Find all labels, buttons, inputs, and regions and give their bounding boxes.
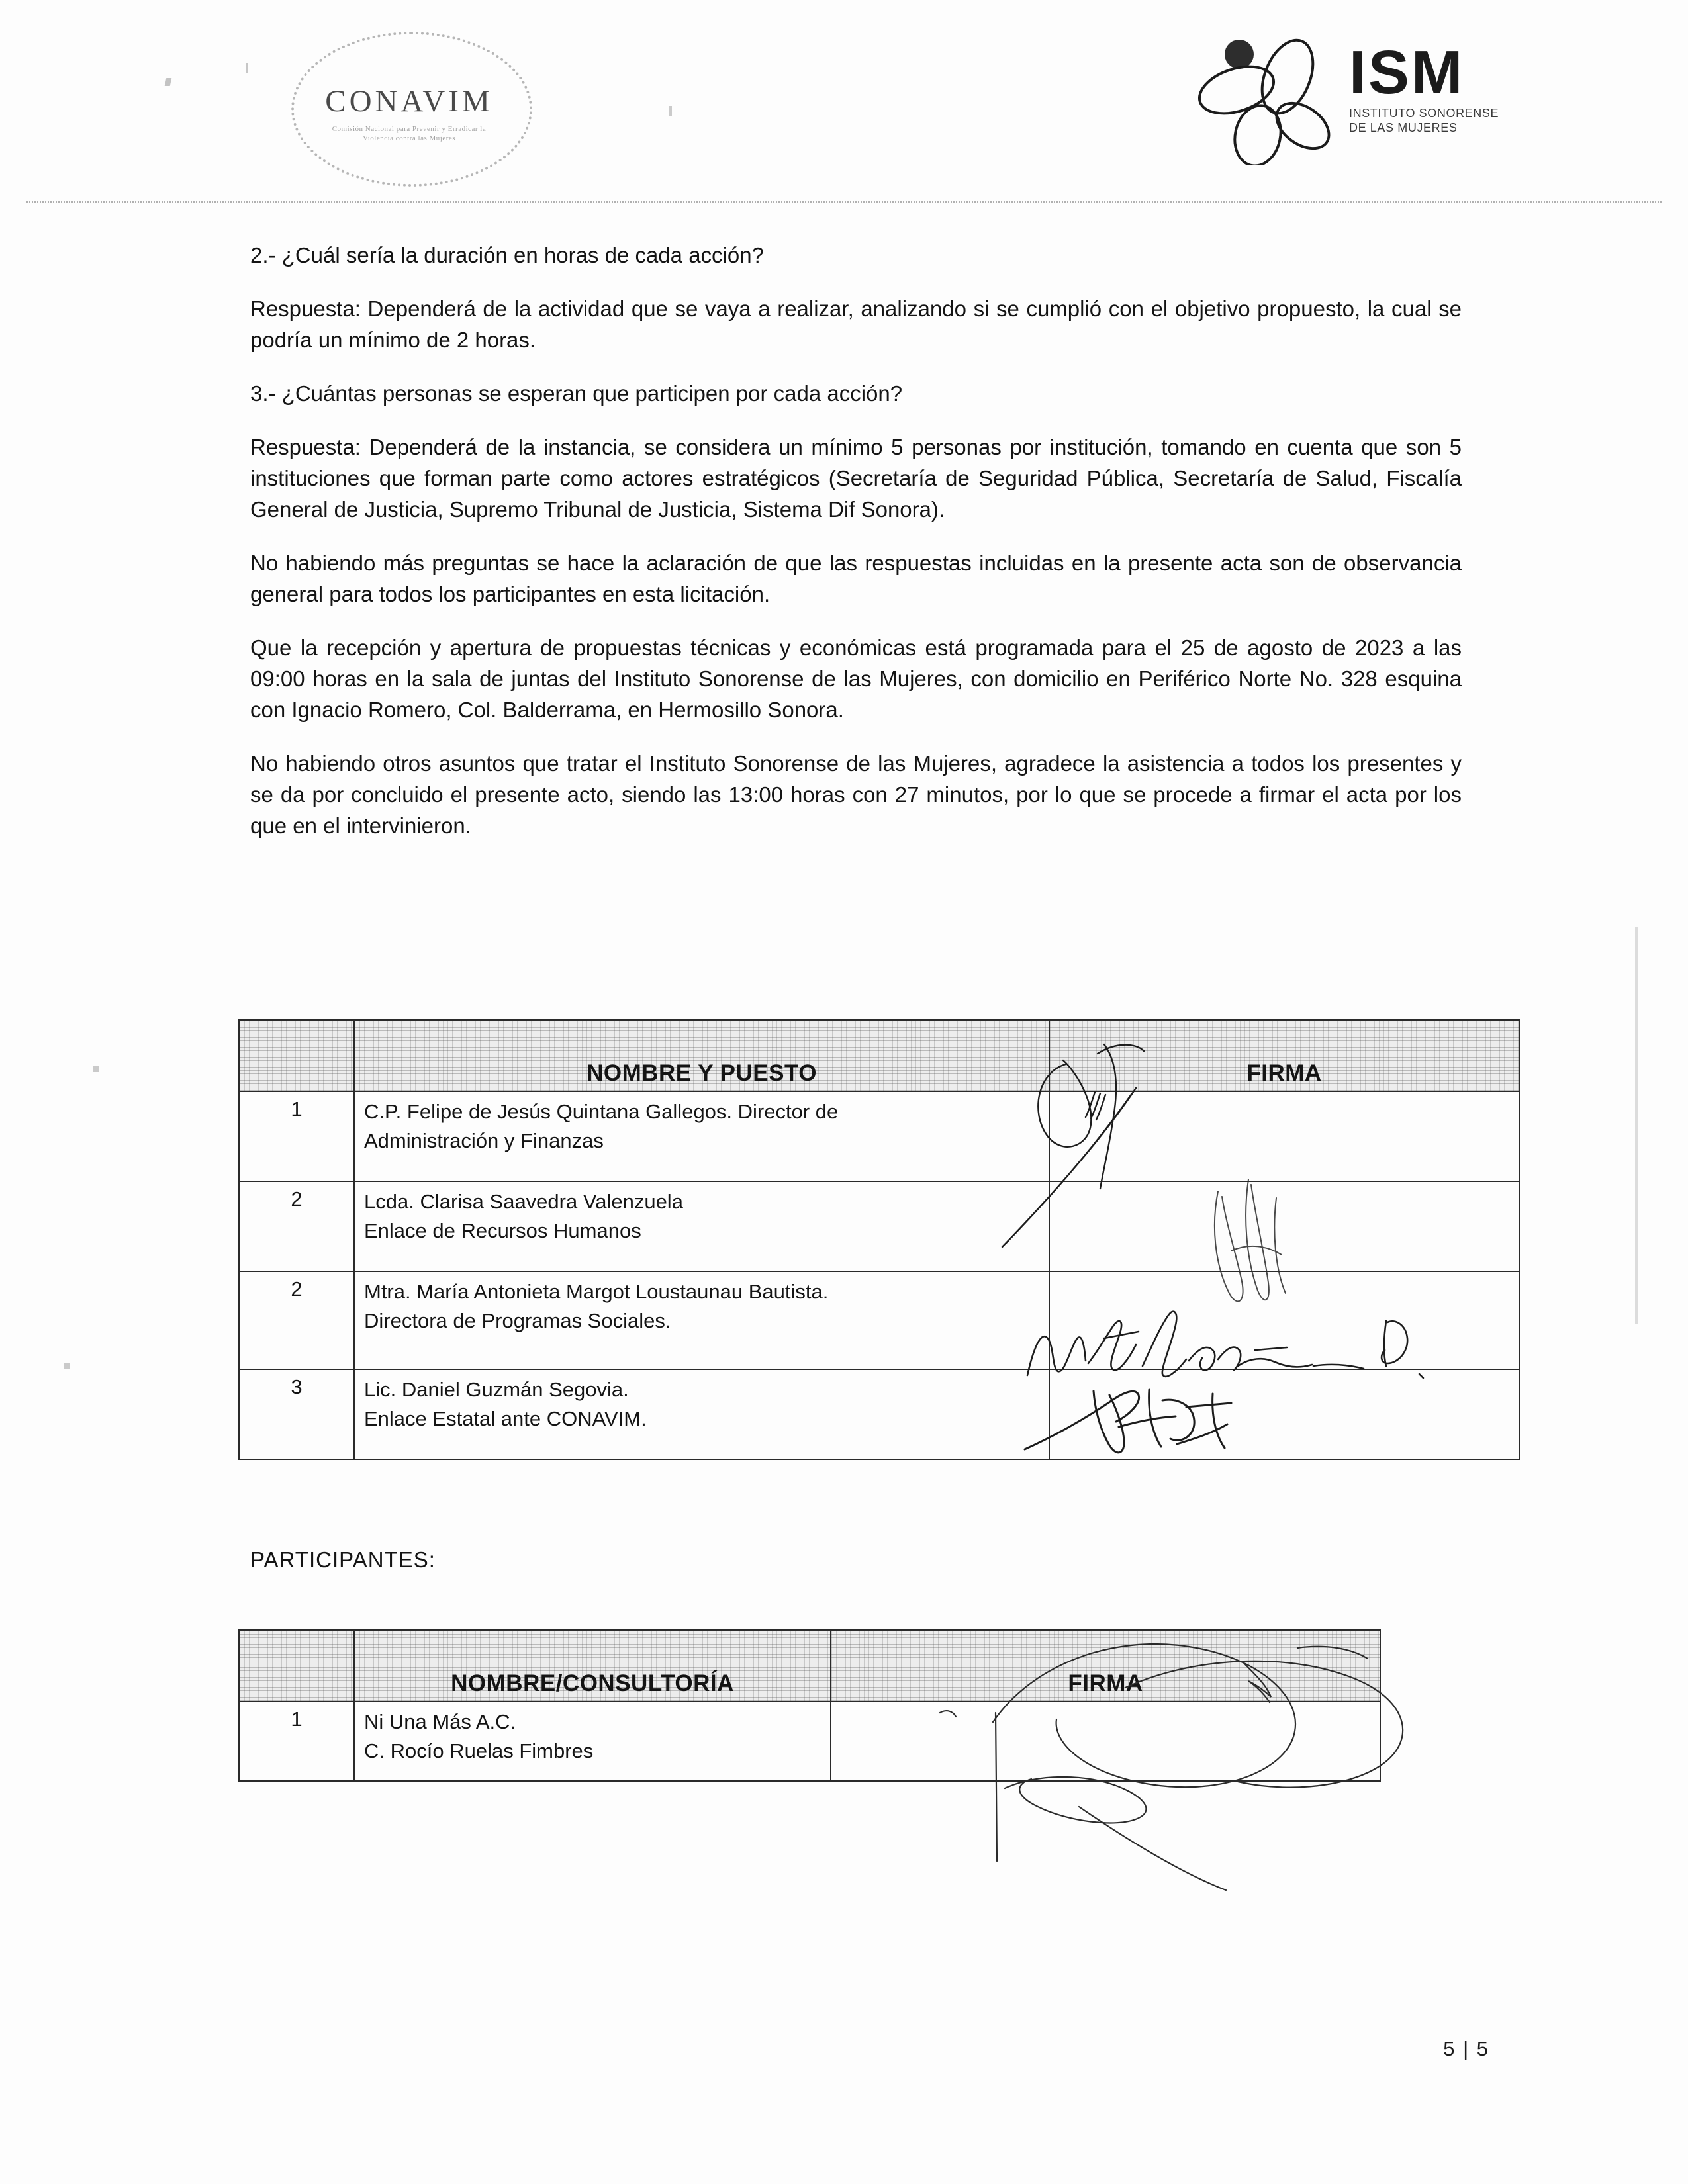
row-number: 2	[239, 1181, 354, 1271]
scan-artifact-mark	[165, 78, 172, 86]
flower-icon	[1198, 33, 1340, 165]
row-signature-cell	[1049, 1091, 1519, 1181]
ism-logo	[1198, 26, 1503, 169]
name-line: Lic. Daniel Guzmán Segovia.	[364, 1378, 629, 1401]
position-line: Enlace Estatal ante CONAVIM.	[364, 1407, 647, 1430]
position-line: Directora de Programas Sociales.	[364, 1309, 671, 1332]
row-name-position	[354, 1181, 1049, 1271]
row-name-position	[354, 1271, 1049, 1369]
participants-label: PARTICIPANTES:	[250, 1547, 436, 1572]
closing-remarks-paragraph: No habiendo más preguntas se hace la aclaración de que las respuestas incluidas en la presente acta son de observancia general para todos los participantes en esta licitación.	[250, 551, 1462, 606]
conavim-subtitle: Comisión Nacional para Prevenir y Erradicar la Violencia contra las Mujeres	[332, 125, 487, 142]
name-line: Mtra. María Antonieta Margot Loustaunau Bautista.	[364, 1280, 829, 1303]
organization-line: Ni Una Más A.C.	[364, 1710, 516, 1733]
ism-tagline-line-2: DE LAS MUJERES	[1349, 121, 1458, 134]
name-line: C.P. Felipe de Jesús Quintana Gallegos. Director de	[364, 1100, 839, 1123]
table-row	[239, 1091, 1519, 1181]
column-header-signature: FIRMA	[831, 1630, 1380, 1702]
proposal-schedule-paragraph: Que la recepción y apertura de propuestas técnicas y económicas está programada para el 25 de agosto de 2023 a las 09:00 horas en la sala de juntas del Instituto Sonorense de las Mujeres, con domicilio en Periférico Norte No. 328 esquina con Ignacio Romero, Col. Balderrama, en Hermosillo Sonora.	[250, 635, 1462, 722]
signature-table	[238, 1019, 1520, 1460]
table-row	[239, 1702, 1380, 1781]
column-header-number	[239, 1020, 354, 1091]
row-signature-cell	[1049, 1369, 1519, 1459]
position-line: Enlace de Recursos Humanos	[364, 1219, 641, 1242]
position-line: Administración y Finanzas	[364, 1129, 604, 1152]
page-header	[0, 0, 1688, 199]
table-row	[239, 1181, 1519, 1271]
ism-acronym: ISM	[1349, 38, 1465, 107]
table-header-row	[239, 1630, 1380, 1702]
row-name-position	[354, 1091, 1049, 1181]
answer-2: Respuesta: Dependerá de la actividad que se vaya a realizar, analizando si se cumplió con el objetivo propuesto, la cual se podría un mínimo de 2 horas.	[250, 296, 1462, 352]
ism-text-block	[1349, 38, 1505, 135]
header-divider-rule	[26, 201, 1662, 203]
column-header-name-position: NOMBRE Y PUESTO	[354, 1020, 1049, 1091]
column-header-signature: FIRMA	[1049, 1020, 1519, 1091]
row-name-position	[354, 1369, 1049, 1459]
column-header-name-consultancy: NOMBRE/CONSULTORÍA	[354, 1630, 831, 1702]
document-body	[250, 240, 1462, 864]
name-line: Lcda. Clarisa Saavedra Valenzuela	[364, 1190, 683, 1213]
question-3: 3.- ¿Cuántas personas se esperan que participen por cada acción?	[250, 381, 903, 406]
conavim-wordmark: CONAVIM	[325, 84, 493, 118]
page-number: 5 | 5	[1443, 2037, 1489, 2060]
participants-table	[238, 1629, 1381, 1782]
row-name-consultancy	[354, 1702, 831, 1781]
question-2: 2.- ¿Cuál sería la duración en horas de cada acción?	[250, 243, 764, 267]
row-signature-cell	[1049, 1181, 1519, 1271]
column-header-number	[239, 1630, 354, 1702]
table-header-row	[239, 1020, 1519, 1091]
row-number: 3	[239, 1369, 354, 1459]
scan-artifact-mark	[669, 106, 672, 116]
scan-speck	[64, 1363, 70, 1369]
scan-speck	[93, 1066, 99, 1072]
row-number: 2	[239, 1271, 354, 1369]
table-row	[239, 1369, 1519, 1459]
adjournment-paragraph: No habiendo otros asuntos que tratar el Instituto Sonorense de las Mujeres, agradece la asistencia a todos los presentes y se da por concluido el presente acto, siendo las 13:00 horas con 27 minutos, por lo que se procede a firmar el acta por los que en el intervinieron.	[250, 751, 1462, 838]
conavim-seal-logo	[291, 32, 536, 184]
scan-edge-line	[1635, 927, 1638, 1324]
answer-3: Respuesta: Dependerá de la instancia, se considera un mínimo 5 personas por institución, tomando en cuenta que son 5 instituciones que forman parte como actores estratégicos (Secretaría de Seguridad Pública, Secretaría de Salud, Fiscalía General de Justicia, Supremo Tribunal de Justicia, Sistema Dif Sonora).	[250, 435, 1462, 522]
row-number: 1	[239, 1702, 354, 1781]
table-row	[239, 1271, 1519, 1369]
row-number: 1	[239, 1091, 354, 1181]
row-signature-cell	[1049, 1271, 1519, 1369]
row-signature-cell	[831, 1702, 1380, 1781]
representative-line: C. Rocío Ruelas Fimbres	[364, 1739, 594, 1762]
scan-artifact-mark	[246, 63, 248, 73]
ism-tagline-line-1: INSTITUTO SONORENSE	[1349, 107, 1499, 120]
